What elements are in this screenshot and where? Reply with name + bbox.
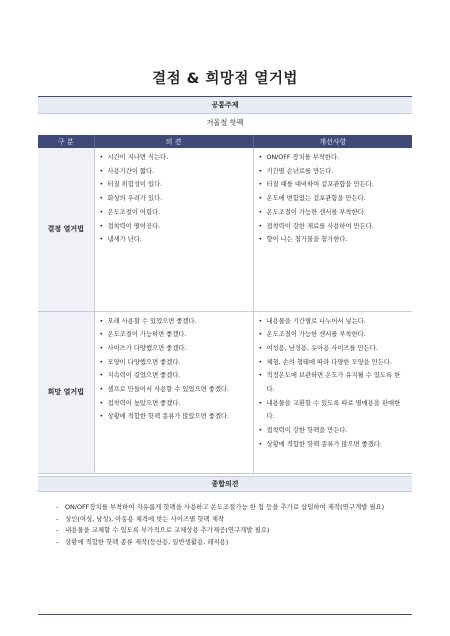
- list-item: • 터질 위험성이 있다.: [99, 178, 249, 192]
- table-row-hope: [38, 311, 412, 473]
- summary-item: - 성인(여성, 남성), 아동용 체격에 맞는 사이즈별 핫팩 제작: [56, 514, 412, 526]
- list-item: • 사이즈가 다양했으면 좋겠다.: [99, 342, 249, 356]
- list-item: • 접착력이 떨어진다.: [99, 220, 249, 234]
- list-item: • 모양이 다양했으면 좋겠다.: [99, 356, 249, 370]
- improvement-cell: [253, 311, 412, 473]
- summary-item: - 상황에 적합한 핫팩 종류 제작(등산용, 일반생활용, 레저용): [56, 537, 412, 549]
- page-title: 결점 & 희망점 열거법: [152, 71, 298, 87]
- list-item: • 상황에 적합한 핫팩 종류가 많으면 좋겠다.: [258, 438, 409, 452]
- list-item: • 오래 사용할 수 있었으면 좋겠다.: [99, 315, 249, 329]
- list-item: • 온도조절이 어렵다.: [99, 206, 249, 220]
- header-category: 구 분: [38, 135, 94, 148]
- list-item: • 냄새가 난다.: [99, 233, 249, 247]
- table-header-row: [38, 135, 412, 148]
- list-item: • 접착력이 강한 핫팩을 만든다.: [258, 424, 409, 438]
- list-item: • 온도조절이 가능한 센서를 부착한다.: [258, 328, 409, 342]
- list-item: • 향이 나는 첨가물을 첨가한다.: [258, 233, 409, 247]
- list-item: • 접착력이 강한 재료를 사용하여 만든다.: [258, 220, 409, 234]
- list-item: • 셀프로 만들어서 사용할 수 있었으면 좋겠다.: [99, 383, 249, 397]
- topic-label-bar: [38, 96, 412, 114]
- opinion-cell: [94, 311, 253, 473]
- list-item: • 사용기간이 짧다.: [99, 165, 249, 179]
- list-item: • 여성용, 남성용, 유아용 사이즈를 만든다.: [258, 342, 409, 356]
- list-item: • 상황에 적합한 핫팩 종류가 많았으면 좋겠다.: [99, 410, 249, 424]
- summary-box: [38, 490, 412, 615]
- list-item: • 화상의 우려가 있다.: [99, 192, 249, 206]
- list-item: • 체형, 손의 형태에 따라 다양한 모양을 만든다.: [258, 356, 409, 370]
- list-item: • 기간별 손난로를 만든다.: [258, 165, 409, 179]
- improvement-cell: [253, 148, 412, 311]
- row-category: 결점 열거법: [38, 148, 94, 311]
- list-item: • ON/OFF 장치를 부착한다.: [258, 151, 409, 165]
- comparison-table: [38, 135, 412, 474]
- list-item: • 온도조절이 가능하면 좋겠다.: [99, 328, 249, 342]
- topic-label: 공통주제: [211, 101, 239, 109]
- header-improvement: 개선사항: [253, 135, 412, 148]
- summary-item: - ON/OFF장치를 부착하여 자유롭게 핫팩을 사용하고 온도조절가능 한 칩 등을 추가로 삽입하여 제작(연구개발 필요): [56, 502, 412, 514]
- row-category: 희망 열거법: [38, 311, 94, 473]
- list-item: • 내용물을 기간별로 나누어서 넣는다.: [258, 315, 409, 329]
- list-item: • 시간이 지나면 식는다.: [99, 151, 249, 165]
- list-item: • 지속력이 길었으면 좋겠다.: [99, 369, 249, 383]
- list-item: • 내용물을 교환할 수 있도록 따로 별매용을 판매한다.: [258, 397, 409, 424]
- summary-item: - 내용물을 교체할 수 있도록 부가적으로 교체상용 추가제공(연구개발 필요): [56, 525, 412, 537]
- list-item: • 적정온도에 보관하면 온도가 유지될 수 있도록 한다.: [258, 369, 409, 396]
- opinion-cell: [94, 148, 253, 311]
- list-item: • 접착력이 높았으면 좋겠다.: [99, 397, 249, 411]
- table-row-defect: [38, 148, 412, 311]
- list-item: • 터질 때를 대비하여 겉포관함을 만든다.: [258, 178, 409, 192]
- list-item: • 온도에 변함없는 겉포관함을 만든다.: [258, 192, 409, 206]
- summary-label: 종합의견: [211, 480, 239, 488]
- topic-value: 겨울철 핫팩: [206, 118, 244, 127]
- list-item: • 온도조절이 가능한 센서를 부착한다.: [258, 206, 409, 220]
- header-opinion: 의 견: [94, 135, 253, 148]
